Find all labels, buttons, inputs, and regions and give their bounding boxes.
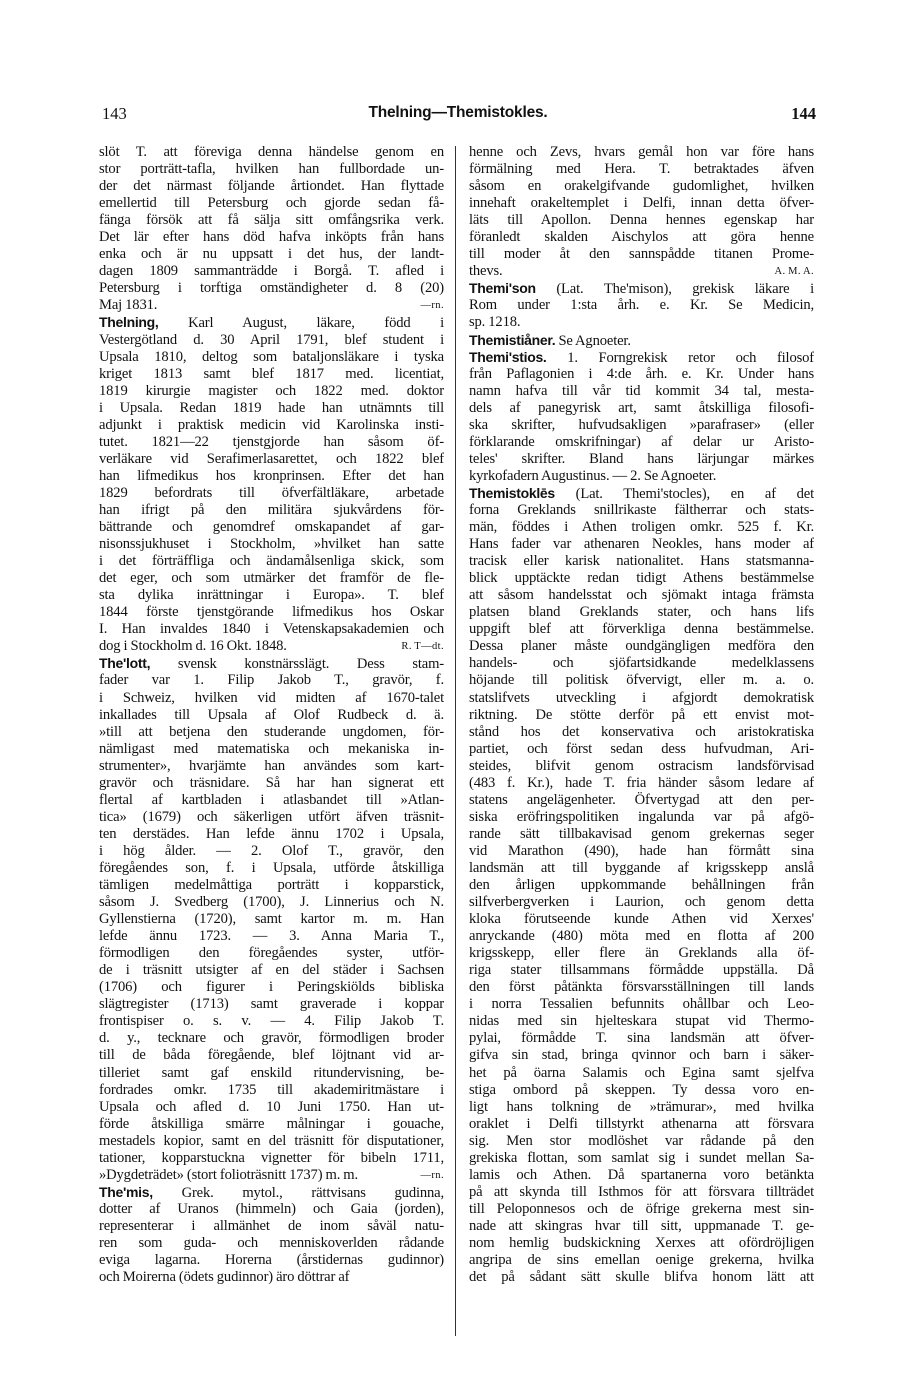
text-line: tutet. 1821—22 tjenstgjorde han såsom öf- bbox=[99, 433, 444, 450]
text-line: stånd hos det konservativa och aristokratiska bbox=[469, 723, 814, 740]
author-signature: R. T—dt. bbox=[401, 641, 444, 653]
text-line: från Paflagonien i 4:de årh. e. Kr. Under hans bbox=[469, 365, 814, 382]
text-line: i hög ålder. — 2. Olof T., gravör, den bbox=[99, 842, 444, 859]
text-line: till moder åt den sannspådde titanen Prome- bbox=[469, 246, 814, 263]
text-line: d. y., tecknare och gravör, förmodligen broder bbox=[99, 1030, 444, 1047]
page-number-left: 143 bbox=[102, 104, 127, 123]
text-line: Petersburg i torftiga omständigheter d. 8 (20) bbox=[99, 280, 444, 297]
text-line: grekiska flottan, som samlat sig i sundet mellan Sa- bbox=[469, 1149, 814, 1166]
text-line: han ifrigt på den militära sjukvårdens för- bbox=[99, 501, 444, 518]
right-column bbox=[469, 144, 814, 1286]
text-line: fader var 1. Filip Jakob T., gravör, f. bbox=[99, 672, 444, 689]
text-line: fänga försök att få sälja sitt omfångsrika verk. bbox=[99, 212, 444, 229]
column-divider bbox=[455, 146, 456, 1336]
text-line: The'mis, Grek. mytol., rättvisans gudinna, bbox=[99, 1183, 444, 1201]
text-line: fordrades omkr. 1735 till akademiritmästare i bbox=[99, 1081, 444, 1098]
text-line: att såsom handelsstat och sjömakt intaga främsta bbox=[469, 587, 814, 604]
text-line: dels af panegyrisk art, samt åtskilliga filosofi- bbox=[469, 399, 814, 416]
text-line: riga stater tillsammans förmådde uppställa. Då bbox=[469, 962, 814, 979]
text-line: läts till Apollon. Denna hennes egenskap har bbox=[469, 212, 814, 229]
text-line: tämligen medelmåttiga porträtt i kopparstick, bbox=[99, 877, 444, 894]
text-line: gifva sin stad, bringa qvinnor och barn i säker- bbox=[469, 1047, 814, 1064]
text-line: innehaft orakeltemplet i Delfi, innan detta öfver- bbox=[469, 195, 814, 212]
text-line: Themi'son (Lat. The'mison), grekisk läkare i bbox=[469, 280, 814, 298]
text-line: förmodligen den föregåendes syster, utför- bbox=[99, 945, 444, 962]
text-line: frontispiser o. s. v. — 4. Filip Jakob T. bbox=[99, 1013, 444, 1030]
text-line: det eger, och som utmärker det framför de fle- bbox=[99, 570, 444, 587]
text-line: föregåendes son, f. i Upsala, utförde åtskilliga bbox=[99, 859, 444, 876]
text-line: ska skrifter, hufvudsakligen »parafraser» (eller bbox=[469, 416, 814, 433]
text-line: statslifvets utveckling i afgjordt demokratisk bbox=[469, 689, 814, 706]
text-line: 1829 befordrats till öfverfältläkare, arbetade bbox=[99, 484, 444, 501]
text-line: på att skynda till Isthmos för att försvara tillträdet bbox=[469, 1183, 814, 1200]
author-signature: —rn. bbox=[420, 300, 444, 312]
text-line: kriget 1813 samt blef 1817 med. licentiat, bbox=[99, 365, 444, 382]
text-line: sp. 1218. bbox=[469, 314, 521, 331]
text-line: och Moirerna (ödets gudinnor) äro döttrar af bbox=[99, 1269, 350, 1286]
text-line: 1844 förste tjenstgörande lifmedikus hos Oskar bbox=[99, 604, 444, 621]
text-line: vid Marathon (490), hade han förmått sina bbox=[469, 842, 814, 859]
text-line: Thelning, Karl August, läkare, född i bbox=[99, 314, 444, 332]
text-line: förklarande omskrifningar) af delar ur Aristo- bbox=[469, 433, 814, 450]
author-signature: A. M. A. bbox=[774, 266, 814, 278]
text-line: teles' skrifter. Bland hans lärjungar märkes bbox=[469, 450, 814, 467]
text-line: eviga lagarna. Horerna (årstidernas gudinnor) bbox=[99, 1252, 444, 1269]
text-line: ten derstädes. Han lefde ännu 1702 i Upsala, bbox=[99, 825, 444, 842]
text-line: (1706) och figurer i Peringskiölds bibliska bbox=[99, 979, 444, 996]
text-line: bättrande och genomdref omskapandet af gar- bbox=[99, 519, 444, 536]
text-line: den årligen uppkommande behållningen från bbox=[469, 877, 814, 894]
text-line: partiet, och först sedan dess hufvudman, Ari- bbox=[469, 740, 814, 757]
text-line: inkallades till Upsala af Olof Rudbeck d. ä. bbox=[99, 706, 444, 723]
text-line: föranledt skalden Aischylos att göra henne bbox=[469, 229, 814, 246]
text-line: thevs. A. M. A. bbox=[469, 263, 814, 280]
text-line: nidas med sin hjelteskara stupat vid Thermo- bbox=[469, 1013, 814, 1030]
text-line: förde åtskilliga smärre målningar i gouache, bbox=[99, 1115, 444, 1132]
text-line: mestadels kopior, samt en del träsnitt för disputationer, bbox=[99, 1132, 444, 1149]
text-line: Dessa planer måste oundgängligen medföra den bbox=[469, 638, 814, 655]
text-line: angripa de sins emellan oenige grekerna, hvilka bbox=[469, 1252, 814, 1269]
text-line: (483 f. Kr.), hade T. fria händer såsom ledare af bbox=[469, 774, 814, 791]
text-line: 1819 kirurgie magister och 1822 med. doktor bbox=[99, 382, 444, 399]
text-line: Upsala och afled d. 10 Juni 1750. Han ut- bbox=[99, 1098, 444, 1115]
text-line: adjunkt i praktisk medicin vid Karolinska insti- bbox=[99, 416, 444, 433]
text-line: lefde ännu 1723. — 3. Anna Maria T., bbox=[99, 928, 444, 945]
text-line: Det lär efter hans död hafva inköpts från hans bbox=[99, 229, 444, 246]
text-line: strumenter», hvarjämte han användes som kart- bbox=[99, 757, 444, 774]
text-line: i Schweiz, hvilken vid midten af 1670-talet bbox=[99, 689, 444, 706]
text-line: platsen bland Greklands stater, och hans lifs bbox=[469, 604, 814, 621]
text-line: nade att skingras hvar till sitt, uppmanade T. ge- bbox=[469, 1217, 814, 1234]
page-header bbox=[100, 104, 816, 128]
text-line: män, föddes i Athen troligen omkr. 525 f. Kr. bbox=[469, 519, 814, 536]
text-line: namn hafva till vår tid kommit 34 tal, mesta- bbox=[469, 382, 814, 399]
text-line: statens angelägenheter. Öfvertygad att den per- bbox=[469, 791, 814, 808]
text-line: riktning. De stötte derför på ett envist mot- bbox=[469, 706, 814, 723]
text-line: ligt hans tolkning de »trämurar», med hvilka bbox=[469, 1098, 814, 1115]
text-line: tilleriet samt gaf enskild ritundervisning, be- bbox=[99, 1064, 444, 1081]
text-line: lamis och Athen. Då spartanerna voro betänkta bbox=[469, 1166, 814, 1183]
text-line: ren som guda- och menniskoverlden rådande bbox=[99, 1235, 444, 1251]
text-line: dotter af Uranos (himmeln) och Gaia (jorden), bbox=[99, 1200, 444, 1217]
text-line: de i träsnitt utsigter af en del städer i Sachsen bbox=[99, 962, 444, 979]
text-line: rande sätt tillbakavisad genom grekernas seger bbox=[469, 825, 814, 842]
text-line: Maj 1831. —rn. bbox=[99, 297, 444, 314]
left-column bbox=[99, 144, 444, 1286]
text-line: silfverbergverken i Laurion, och genom detta bbox=[469, 894, 814, 911]
text-line: den först påtänkta försvarsställningen till lands bbox=[469, 979, 814, 996]
text-line: flertal af kartbladen i atlasbandet till »Atlan- bbox=[99, 791, 444, 808]
text-line: enka och är nu uppsatt i det hus, der landt- bbox=[99, 246, 444, 263]
text-line: kloka förutseende kunde Athen vid Xerxes' bbox=[469, 911, 814, 928]
text-line: stiga ombord på skeppen. Ty dessa voro en- bbox=[469, 1081, 814, 1098]
text-line: krigsskepp, eller flere än Greklands alla öf- bbox=[469, 945, 814, 962]
text-line: i norra Tessalien befunnits ohållbar och Leo- bbox=[469, 996, 814, 1013]
text-line: det på sådant sätt skulle blifva honom lätt att bbox=[469, 1269, 814, 1286]
text-line: Vestergötland d. 30 April 1791, blef student i bbox=[99, 331, 444, 348]
text-line: verläkare vid Serafimerlasarettet, och 1822 blef bbox=[99, 450, 444, 467]
text-line: Hans fader var athenaren Neokles, hans moder af bbox=[469, 536, 814, 553]
text-line: sta dylika inrättningar i Europa». T. blef bbox=[99, 587, 444, 604]
running-head: Thelning—Themistokles. bbox=[368, 104, 548, 121]
text-line: forna Greklands snillrikaste fältherrar och stats- bbox=[469, 501, 814, 518]
text-line: uppgift blef att förverkliga denna bestämmelse. bbox=[469, 621, 814, 638]
text-line: såsom J. Svedberg (1700), J. Linnerius och N. bbox=[99, 894, 444, 911]
text-line: der det närmast följande årtiondet. Han flyttade bbox=[99, 178, 444, 195]
text-line: stor porträtt-tafla, hvilken han fullbordade un- bbox=[99, 161, 444, 178]
text-line: nämligast med matematiska och mekaniska in- bbox=[99, 740, 444, 757]
text-line: landsmän att till byggande af krigsskepp anslå bbox=[469, 859, 814, 876]
text-line: oraklet i Delfi tillstyrkt athenarna att försvara bbox=[469, 1115, 814, 1132]
text-line: till Peloponnesos och de öfrige grekerna mest sin- bbox=[469, 1200, 814, 1217]
text-line: The'lott, svensk konstnärsslägt. Dess stam- bbox=[99, 655, 444, 673]
text-line: representerar i allmänhet de inom såväl natu- bbox=[99, 1217, 444, 1234]
text-line: förmälning med Hera. T. betraktades äfven bbox=[469, 161, 814, 178]
text-line: Themi'stios. 1. Forngrekisk retor och filosof bbox=[469, 348, 814, 366]
text-line: pylai, förmådde T. sina landsmän att öfver- bbox=[469, 1030, 814, 1047]
text-line: anryckande (480) möta med en flotta af 200 bbox=[469, 928, 814, 945]
page-number-right: 144 bbox=[791, 104, 816, 123]
text-line: Themistoklēs (Lat. Themi'stocles), en af det bbox=[469, 484, 814, 502]
text-line: nom hemlig budskickning Xerxes att ofördröjligen bbox=[469, 1235, 814, 1251]
text-line: sig. Men stor modlöshet var rådande på den bbox=[469, 1132, 814, 1149]
text-line: dagen 1809 sammanträdde i Borgå. T. afled i bbox=[99, 263, 444, 280]
text-line: gravör och träsnidare. Så har han signerat ett bbox=[99, 774, 444, 791]
text-line: dog i Stockholm d. 16 Okt. 1848. R. T—dt. bbox=[99, 638, 444, 655]
text-line: såsom en orakelgifvande gudomlighet, hvilken bbox=[469, 178, 814, 195]
text-line: het på öarna Salamis och Egina samt sjelfva bbox=[469, 1064, 814, 1081]
text-line: slägtregister (1713) samt graverade i koppar bbox=[99, 996, 444, 1013]
text-line: kyrkofadern Augustinus. — 2. Se Agnoeter. bbox=[469, 467, 717, 484]
text-line: siska eröfringspolitiken ingalunda var på afgö- bbox=[469, 808, 814, 825]
text-line: emellertid till Petersburg och gjorde sedan få- bbox=[99, 195, 444, 212]
text-line: henne och Zevs, hvars gemål hon var före hans bbox=[469, 144, 814, 160]
text-line: höjande till politisk öfvervigt, eller m. a. o. bbox=[469, 672, 814, 689]
text-line: tationer, kopparstuckna vignetter för bibeln 1711, bbox=[99, 1149, 444, 1166]
author-signature: —rn. bbox=[420, 1169, 444, 1181]
text-line: i det förträffliga och ändamålsenliga skick, som bbox=[99, 553, 444, 570]
text-line: handels- och sjöfartsidkande medelklassens bbox=[469, 655, 814, 672]
text-line: till de båda föregående, blef löjtnant vid ar- bbox=[99, 1047, 444, 1064]
text-line: I. Han invaldes 1840 i Vetenskapsakademien och bbox=[99, 621, 444, 638]
text-line: tica» (1679) och säkerligen utfört äfven träsnit- bbox=[99, 808, 444, 825]
text-line: Gyllenstierna (1720), samt kartor m. m. Han bbox=[99, 911, 444, 928]
text-line: nisonssjukhuset i Stockholm, »hvilket han satte bbox=[99, 536, 444, 553]
text-line: Upsala 1810, deltog som bataljonsläkare i tyska bbox=[99, 348, 444, 365]
text-line: Themistiåner. Se Agnoeter. bbox=[469, 331, 631, 349]
text-line: steides, blifvit genom ostracism landsförvisad bbox=[469, 757, 814, 774]
text-line: slöt T. att föreviga denna händelse genom en bbox=[99, 144, 444, 160]
text-line: i Upsala. Redan 1819 hade han utnämnts till bbox=[99, 399, 444, 416]
text-line: blick upptäckte redan tidigt Athens bestämmelse bbox=[469, 570, 814, 587]
text-line: »till att betjena den studerande ungdomen, för- bbox=[99, 723, 444, 740]
text-line: »Dygdeträdet» (stort folioträsnitt 1737) m. m. —rn. bbox=[99, 1166, 444, 1183]
text-line: han lifmedikus hos kronprinsen. Efter det han bbox=[99, 467, 444, 484]
text-line: Rom under 1:sta årh. e. Kr. Se Medicin, bbox=[469, 297, 814, 314]
text-line: tracisk eller karisk nationalitet. Hans statsmanna- bbox=[469, 553, 814, 570]
